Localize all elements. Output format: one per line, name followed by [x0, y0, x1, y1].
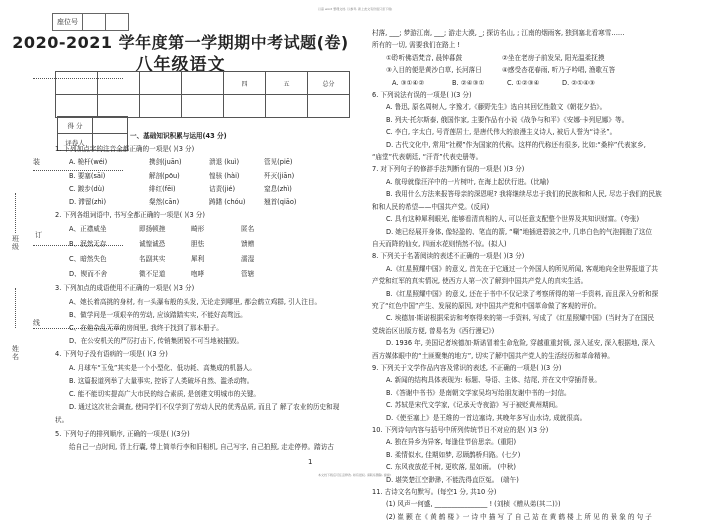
score-cell[interactable]: [308, 95, 350, 118]
question-2-stem: 2. 下列各组词语中, 书写全都正确的一项是( )(3 分): [55, 211, 205, 220]
question-10-stem: 10. 下列诗句内容与括号中所列传统节日不对应的是( )(3 分): [372, 426, 549, 434]
top-note: 以高 word 整理文档, 以参考, 新上此文有价值只需下载): [318, 7, 393, 11]
q2-option-c: C、暗然失色 名副其实 犀利 濡湿: [69, 255, 255, 264]
q3-option-a: A、她长着高挑的身材, 有一头瀑布般的头发, 无论走到哪里, 都会鹤立鸡群, 引人注目。: [69, 297, 322, 306]
q7-option-b-cont: 和和人民的希望——中国共产党。(反问): [372, 202, 490, 211]
score-cell[interactable]: [98, 95, 140, 118]
score-header: [56, 72, 98, 95]
q11-item-2: (2) 崔 颢 在《 黄 鹤 楼 》一 诗 中 描 写 了 自 己 站 在 黄 鹤 楼 上 所 见 的 景 象 的 句 子: [386, 512, 652, 521]
q8-option-d-cont: 西方媒体眼中的“土匪聚集的地方”, 切实了解中国共产党人的生活经历和革命精神。: [372, 351, 614, 360]
score-cell[interactable]: [140, 95, 182, 118]
question-8-stem: 8. 下列关于名著阅读的表述不正确的一项是( )(3 分): [372, 252, 525, 261]
q9-option-a: A. 新闻的结构具体表现为: 标题、导语、主体、结尾, 并在文中穿插背景。: [386, 376, 601, 385]
q8-option-b: B.《红星照耀中国》的意义, 还在于书中不仅记录了考察所得的第一手资料, 而且深入分析和探: [386, 289, 659, 298]
q8-option-c-cont: 党统治区出版方便, 曾易名为《西行漫记》): [372, 326, 495, 335]
left-column: [55, 130, 355, 454]
q9-option-d: D.《使至塞上》是王维的一首边塞诗, 其晚年多写山水诗, 成就很高。: [386, 413, 587, 422]
q8-option-c: C. 埃德加·斯诺根据采访和考察得来的第一手资料, 写成了《红星照耀中国》(当时为了在国民: [386, 314, 655, 323]
q7-option-c: C. 具有这种犀利眼光, 能够看清真相的人, 可以任意支配整个世界及其知识财富。(夸张): [386, 215, 640, 224]
q6-option-a: A. 鲁迅, 原名周树人, 字豫才,《藤野先生》选自其回忆性散文《朝花夕拾》。: [386, 103, 607, 112]
name-label: 姓名: [12, 345, 19, 361]
seat-number-box: [52, 13, 129, 31]
q3-option-d: D、在公安机关的严厉打击下, 传销集团锐不可当地被摧毁。: [69, 337, 244, 346]
score-header: [98, 72, 140, 95]
q5-options: A. ③①④② B. ②④③① C. ①②③④ D. ②①④③: [392, 78, 595, 87]
question-7-stem: 7. 对下列句子的修辞手法判断有误的一项是( )(3 分): [372, 165, 525, 174]
seat-cell-1[interactable]: [83, 14, 106, 30]
score-header: [182, 72, 224, 95]
q10-option-c: C. 东风夜放花千树, 更吹落, 星如雨。 (中秋): [386, 463, 516, 472]
q11-item-1: (1) 风声一何盛, ________________ ! (刘桢《赠从弟(其二)》): [386, 500, 561, 509]
exam-title: 2020-2021 学年度第一学期期中考试题(卷): [12, 33, 349, 52]
binding-char-zhuang: 装: [33, 158, 40, 166]
score-header: [140, 72, 182, 95]
q4-option-c: C. 能不能切实提高广大市民的综合素质, 是创建文明城市的关键。: [69, 390, 261, 399]
grader-label: 评卷人: [58, 134, 93, 151]
score-header: 五: [266, 72, 308, 95]
binding-dashed-line: [33, 78, 123, 79]
q1-option-d: D. 滞留(zhì) 粲然(cān) 踌躇 (chóu) 翘首(qiāo): [69, 198, 297, 207]
class-label: 班级: [12, 235, 19, 251]
question-1-stem: 1. 下列加点字的注音全都正确的一项是( )(3 分): [55, 145, 195, 154]
grade-label: 得 分: [58, 117, 93, 134]
q5-passage: 给自己一点时间, 背上行囊, 带上简单行李和旧相机, 自己写字, 自己拍照, 走走停停。踏访古: [69, 442, 334, 451]
page-number: 1: [308, 458, 313, 466]
q7-option-a: A. 航母就像汪洋中的一片树叶, 在海上起伏行进。(比喻): [386, 177, 549, 186]
question-9-stem: 9. 下列关于文学作品内容及常识的表述, 不正确的一项是( )(3 分): [372, 363, 562, 372]
score-cell[interactable]: [266, 95, 308, 118]
q5-passage-cont: 所有的一切, 需要我们在路上 !: [372, 41, 461, 50]
q1-option-b: B. 要塞(sāi) 解剖(pōu) 惶骇 (hài) 歼灭(jiān): [69, 171, 295, 180]
question-5-stem: 5. 下列句子的排列顺序, 正确的一项是( )(3分): [55, 429, 190, 438]
score-header: 总分: [308, 72, 350, 95]
seat-cell-2[interactable]: [106, 14, 128, 30]
q1-option-c: C. 踱步(dù) 绯红(fēi) 诘责(jié) 窒息(zhì): [69, 184, 292, 193]
q5-items-row: ①聆听佛语梵音, 晨钟暮鼓 ②坐在老房子前发呆, 阳光温柔抚摸: [386, 53, 605, 62]
question-4-stem: 4. 下列句子没有语病的一项是( )(3 分): [55, 350, 168, 359]
q1-option-a: A. 桅杆(wéi) 携剑(juān) 溃退 (kuì) 管见(piē): [69, 158, 293, 167]
q3-option-b: B、做学问是一项艰辛的劳动, 应该踏踏实实, 不能好高骛远。: [69, 310, 247, 319]
q10-option-d: D. 堪笑楚江空渺渺, 不能洗得直臣冤。 (端午): [386, 475, 519, 484]
q4-option-d-cont: 状。: [55, 416, 69, 425]
seat-label: 座位号: [53, 14, 83, 30]
q8-option-b-cont: 究了“红色中国”产生、发展的原因, 对中国共产党和中国革命做了客观的评价。: [372, 301, 601, 310]
q8-option-a-cont: 产党和红军的真实情况, 使西方人第一次了解到中国共产党人的真实生活。: [372, 277, 588, 286]
score-cell[interactable]: [182, 95, 224, 118]
q7-option-d: D. 她已经展开身体, 像轻盈的、笔直的箭, “唰”地插进碧波之中, 几串白色的气泡拥抱了这位: [386, 227, 653, 236]
q8-option-d: D. 1936 年, 美国记者埃德加·斯诺冒着生命危险, 穿越重重封锁, 深入延安, 深入根据地, 深入: [386, 339, 655, 348]
q5-items-row: ③入目的便是黄沙白草, 长河落日 ④感受杏花春雨, 听乃子吟唱, 渔歌互答: [386, 66, 616, 75]
q2-option-d: D、锲而不舍 微不足道 咆哮 管辖: [69, 270, 255, 279]
section-title: 一、基础知识积累与运用(43 分): [130, 132, 227, 140]
q10-option-b: B. 柔情似水, 佳期如梦, 忍顾鹊桥归路。(七夕): [386, 450, 521, 459]
class-fill-line[interactable]: [15, 193, 16, 233]
q9-option-c: C. 苏轼是宋代文学家,《记承天寺夜游》写于被贬黄州期间。: [386, 401, 562, 410]
q4-option-b: B. 这篇报道列举了大量事实, 控诉了人类破坏自然、滥杀动物。: [69, 376, 254, 385]
q2-option-b: B、泯然无存 诚惶诚恐 胆怯 馈赠: [69, 240, 255, 249]
q3-option-c: C、在他杂乱无章的房间里, 我终于找到了那本册子。: [69, 324, 223, 333]
q6-option-d: D. 古代文化中, 常用“社稷”作为国家的代称。这样的代称还有很多, 比如:“桑梓”代表家乡,: [386, 140, 646, 149]
q5-passage-cont: 村落, ___; 梦游江南, ___; 游走大漠, _; 探访名山, ; 江南的烟雨客, 独到塞北看寒雪……: [372, 29, 625, 37]
score-header: 四: [224, 72, 266, 95]
q6-option-c: C. 李白, 字太白, 号青莲居士, 是唐代伟大的浪漫主义诗人, 被后人誉为“诗圣”。: [386, 128, 617, 137]
q2-option-a: A、正襟威坐 即扬顿挫 畸形 匿名: [69, 225, 255, 234]
question-3-stem: 3. 下列加点的成语使用不正确的一项是( )(3 分): [55, 284, 195, 293]
q6-option-b: B. 列夫·托尔斯泰, 俄国作家, 主要作品有小说《战争与和平》《安娜·卡列尼娜》等。: [386, 115, 629, 124]
question-11-stem: 11. 古诗文名句默写。(每空1 分, 共10 分): [372, 488, 497, 497]
q7-option-d-cont: 自天而降的仙女, 四面水花则悄然不惊。(拟人): [372, 239, 507, 248]
q6-option-d-cont: “庙堂”代表朝廷, “汗青”代表史册等。: [372, 153, 483, 162]
binding-char-ding: 订: [35, 231, 42, 239]
q8-option-a: A.《红星照耀中国》的意义, 首先在于它通过一个外国人的所见所闻, 客观地向全世界报道了共: [386, 264, 659, 273]
score-cell[interactable]: [56, 95, 98, 118]
exam-subtitle: 八年级语文: [135, 55, 226, 75]
score-cell[interactable]: [224, 95, 266, 118]
name-fill-line[interactable]: [15, 288, 16, 328]
right-column: [372, 27, 712, 523]
binding-char-xian: 线: [33, 319, 40, 327]
q4-option-a: A. 月球车“玉兔”其实是一个小型化、低功耗、高集成的机器人。: [69, 363, 256, 372]
q9-option-b: B.《答谢中书书》是南朝文学家吴均写给朋友谢中书的一封信。: [386, 388, 571, 397]
footer-note: 本文档下载后可任意修改, 如有侵权, 请联系删除, 谢谢!: [318, 473, 391, 477]
q7-option-b: B. 我用什么方法来报答母亲的深恩呢? 我将继续尽忠于我们的民族和和人民, 尽忠于我们的民族: [386, 190, 662, 199]
question-6-stem: 6. 下列说法有误的一项是( )(3 分): [372, 91, 472, 100]
q4-option-d: D. 通过这次社会调查, 使同学们不仅学到了劳动人民的优秀品质, 而且了 解了农业的历史和现: [69, 403, 340, 412]
q10-option-a: A. 独在异乡为异客, 每逢佳节倍思亲。(重阳): [386, 438, 517, 447]
